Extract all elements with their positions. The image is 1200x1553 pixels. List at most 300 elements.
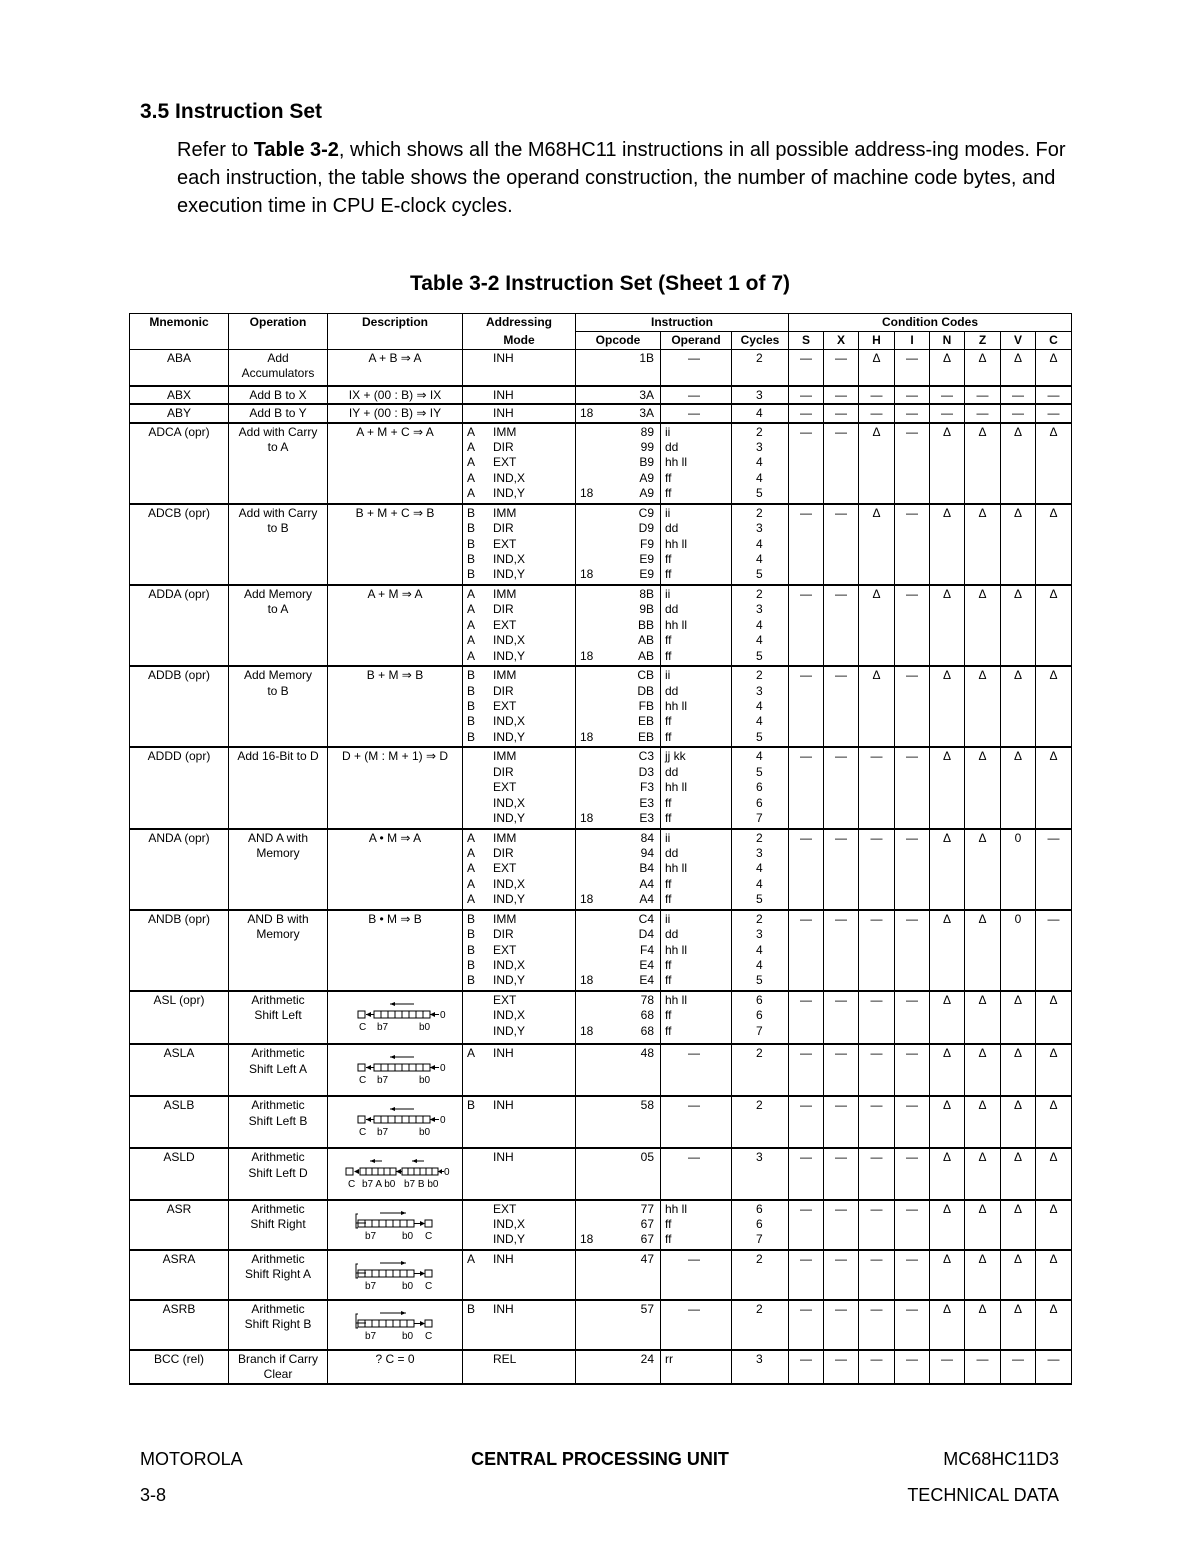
opcode-line (576, 861, 660, 876)
addressing-line (463, 912, 575, 927)
mnemonic-cell: BCC (rel) (130, 1350, 229, 1384)
description-cell (328, 829, 463, 910)
operand-value: ff (665, 648, 672, 663)
cycles-cell (732, 423, 789, 504)
opcode-cell (576, 504, 661, 585)
condition-code-value: Δ (965, 1200, 1001, 1250)
operand-cell (661, 404, 732, 422)
operand-value: ii (665, 911, 671, 926)
opcode-line (576, 537, 660, 552)
cycles-value: 4 (756, 698, 763, 713)
addressing-line (463, 927, 575, 942)
condition-code-value: — (895, 423, 930, 504)
condition-code-value: — (895, 1096, 930, 1148)
opcode-cell (576, 829, 661, 910)
register: B (467, 1098, 476, 1113)
opcode-value: E4 (639, 973, 654, 988)
bit-cell (408, 1168, 414, 1175)
opcode-value: 24 (640, 1352, 654, 1367)
footer-page-number: 3-8 (140, 1485, 167, 1505)
operand-value: dd (665, 845, 679, 860)
operand-cell (661, 910, 732, 991)
operation-cell (229, 1300, 328, 1350)
operand-value: hh ll (665, 1201, 688, 1216)
condition-code-value: — (859, 1300, 895, 1350)
operand-cell (661, 1350, 732, 1384)
cycles-value: 4 (756, 536, 763, 551)
register: A (467, 586, 476, 601)
addressing-mode: IMM (493, 749, 517, 764)
operation-cell (229, 1250, 328, 1300)
opcode-value: 77 (640, 1201, 654, 1216)
bit-cell (379, 1270, 386, 1277)
header-addressing: Addressing (463, 314, 576, 332)
operand-value: dd (665, 521, 679, 536)
addressing-line (463, 846, 575, 861)
condition-code-value: Δ (1036, 423, 1072, 504)
condition-code-value: — (824, 504, 859, 585)
bit-cell (402, 1064, 409, 1071)
condition-code-value: Δ (965, 504, 1001, 585)
condition-code-value: Δ (1036, 991, 1072, 1044)
opcode-line (576, 668, 660, 683)
opcode-line (576, 846, 660, 861)
condition-code-value: — (824, 423, 859, 504)
condition-code-value: Δ (965, 350, 1001, 386)
description-text: IY + (00 : B) ⇒ IY (348, 406, 442, 421)
carry-box (425, 1270, 432, 1277)
condition-code-value: — (789, 1250, 824, 1300)
condition-code-value: — (895, 1200, 930, 1250)
operation-line: Shift Left B (248, 1113, 308, 1128)
condition-code-value: Δ (859, 585, 895, 666)
bit-cell (407, 1270, 414, 1277)
addressing-line (463, 440, 575, 455)
condition-code-value: Δ (1036, 1300, 1072, 1350)
description-cell (328, 1250, 463, 1300)
bit-label: b7 (377, 1022, 389, 1034)
opcode-line (576, 455, 660, 470)
bit-cell (395, 1011, 402, 1018)
operand-cell (661, 1148, 732, 1199)
operand-value: ff (665, 551, 672, 566)
condition-code-value: — (1036, 386, 1072, 404)
condition-code-value: — (895, 747, 930, 828)
addressing-mode: IMM (493, 668, 517, 683)
opcode-value: F4 (639, 942, 654, 957)
opcode-prebyte: 18 (580, 973, 594, 988)
condition-code-value: — (895, 991, 930, 1044)
opcode-value: 58 (640, 1098, 654, 1113)
condition-code-value: — (895, 829, 930, 910)
condition-code-value: Δ (1001, 1200, 1036, 1250)
operation-line: Arithmetic (251, 1098, 305, 1113)
condition-code-value: Δ (930, 1148, 965, 1199)
bit-cell (388, 1116, 395, 1123)
opcode-value: FB (638, 698, 654, 713)
addressing-mode: DIR (493, 764, 514, 779)
cycles-value: 7 (756, 810, 763, 825)
addressing-mode: DIR (493, 439, 514, 454)
bit-cell (374, 1064, 381, 1071)
cycles-value: 6 (756, 780, 763, 795)
bit-cell (409, 1011, 416, 1018)
bit-cell (372, 1220, 379, 1227)
addressing-line (463, 471, 575, 486)
operand-cell (661, 423, 732, 504)
condition-code-value: Δ (1001, 1096, 1036, 1148)
opcode-line (576, 796, 660, 811)
register: B (467, 973, 476, 988)
bit-cell (400, 1220, 407, 1227)
operation-line: Memory (256, 927, 300, 942)
header-blank (328, 332, 463, 350)
bit-label: b7 (377, 1075, 389, 1087)
bit-cell (426, 1168, 432, 1175)
operation-line: Arithmetic (251, 993, 305, 1008)
condition-code-value: Δ (1001, 666, 1036, 747)
register: A (467, 470, 476, 485)
operand-cell (661, 1044, 732, 1096)
header-cc-flag: C (1036, 332, 1072, 350)
carry-box (346, 1168, 353, 1175)
header-opcode: Opcode (576, 332, 661, 350)
operation-line: Shift Left (254, 1008, 302, 1023)
operation-line: to B (267, 521, 289, 536)
bit-cell (416, 1116, 423, 1123)
operation-line: Add Memory (243, 668, 313, 683)
register: A (467, 648, 476, 663)
addressing-mode: INH (493, 1150, 514, 1165)
condition-code-value: Δ (965, 1044, 1001, 1096)
opcode-line (576, 993, 660, 1008)
cycles-value: 2 (756, 911, 763, 926)
operation-line: Arithmetic (251, 1301, 305, 1316)
bit-cell (372, 1270, 379, 1277)
cycles-value: 4 (756, 876, 763, 891)
shift-diagram (340, 999, 450, 1033)
mnemonic-cell: ADCA (opr) (130, 423, 229, 504)
description-cell (328, 666, 463, 747)
table-row (130, 585, 1072, 666)
bit-cell (386, 1220, 393, 1227)
opcode-value: CB (637, 668, 654, 683)
opcode-cell (576, 1350, 661, 1384)
addressing-mode: IND,X (493, 795, 526, 810)
addressing-line (463, 425, 575, 440)
register: B (467, 957, 476, 972)
arrow-head (420, 1221, 425, 1226)
opcode-line (576, 425, 660, 440)
bit-cell (407, 1320, 414, 1327)
condition-code-value: Δ (930, 747, 965, 828)
condition-code-value: Δ (1036, 1096, 1072, 1148)
header-cc-flag: Z (965, 332, 1001, 350)
bit-cell (372, 1320, 379, 1327)
table-row (130, 1250, 1072, 1300)
condition-code-value: — (1036, 404, 1072, 422)
addressing-mode: IMM (493, 830, 517, 845)
mnemonic-cell: ASLA (130, 1044, 229, 1096)
condition-code-value: — (859, 829, 895, 910)
addressing-mode: EXT (493, 993, 517, 1008)
operand-value: ii (665, 424, 671, 439)
addressing-cell (463, 350, 576, 386)
opcode-line (576, 351, 660, 366)
operand-value: ii (665, 505, 671, 520)
operation-cell (229, 1096, 328, 1148)
cycles-value: 3 (756, 1352, 763, 1367)
operand-value: — (688, 1150, 700, 1165)
fill-bit-label: 0 (440, 1063, 446, 1075)
table-row (130, 350, 1072, 386)
header-blank (229, 332, 328, 350)
intro-paragraph (177, 136, 1067, 220)
operation-line: AND A with (247, 830, 309, 845)
opcode-value: A4 (639, 876, 654, 891)
table-row (130, 423, 1072, 504)
cycles-value: 3 (756, 927, 763, 942)
bit-label: b7 (365, 1280, 377, 1292)
opcode-line (576, 440, 660, 455)
condition-code-value: — (789, 747, 824, 828)
fill-bit-label: 0 (444, 1167, 450, 1179)
addressing-line (463, 973, 575, 988)
description-cell (328, 747, 463, 828)
condition-code-value: — (789, 1350, 824, 1384)
shift-diagram (340, 1052, 450, 1086)
opcode-cell (576, 386, 661, 404)
cycles-value: 2 (756, 1098, 763, 1113)
bit-label: b7 (365, 1230, 377, 1242)
addressing-line (463, 587, 575, 602)
condition-code-value: — (965, 1350, 1001, 1384)
bit-label: b0 (419, 1075, 431, 1087)
condition-code-value: — (895, 585, 930, 666)
description-text: A + M + C ⇒ A (356, 424, 434, 439)
opcode-value: 57 (640, 1301, 654, 1316)
opcode-cell (576, 1300, 661, 1350)
condition-code-value: Δ (965, 666, 1001, 747)
table-row (130, 910, 1072, 991)
operation-line: Branch if Carry (237, 1352, 319, 1367)
opcode-value: D4 (638, 927, 654, 942)
addressing-line (463, 780, 575, 795)
operation-cell (229, 585, 328, 666)
operand-value: ff (665, 1023, 672, 1038)
opcode-line (576, 912, 660, 927)
addressing-line (463, 486, 575, 501)
table-row (130, 991, 1072, 1044)
register: A (467, 455, 476, 470)
register: A (467, 1046, 476, 1061)
operand-value: — (688, 1098, 700, 1113)
cycles-value: 5 (756, 764, 763, 779)
opcode-line (576, 552, 660, 567)
bit-cell (360, 1168, 366, 1175)
opcode-cell (576, 404, 661, 422)
opcode-line (576, 811, 660, 826)
description-text: B + M + C ⇒ B (355, 505, 435, 520)
arrow-head (430, 1117, 435, 1122)
operand-value: ff (665, 876, 672, 891)
carry-box (425, 1220, 432, 1227)
condition-code-value: — (789, 1200, 824, 1250)
addressing-line (463, 388, 575, 403)
opcode-line (576, 1024, 660, 1039)
operation-cell (229, 829, 328, 910)
operand-value: hh ll (665, 536, 688, 551)
mnemonic-cell: ASLB (130, 1096, 229, 1148)
opcode-cell (576, 747, 661, 828)
condition-code-value: Δ (1001, 1250, 1036, 1300)
opcode-line (576, 1352, 660, 1367)
condition-code-value: Δ (930, 1096, 965, 1148)
opcode-prebyte: 18 (580, 648, 594, 663)
bit-cell (416, 1011, 423, 1018)
opcode-cell (576, 1044, 661, 1096)
operation-cell (229, 991, 328, 1044)
condition-code-value: — (965, 404, 1001, 422)
addressing-mode: INH (493, 351, 514, 365)
intro-pre: Refer to (177, 139, 254, 161)
addressing-cell (463, 1300, 576, 1350)
addressing-cell (463, 666, 576, 747)
arrow-head (401, 1211, 406, 1215)
register: B (467, 505, 476, 520)
opcode-line (576, 877, 660, 892)
condition-code-value: Δ (1036, 504, 1072, 585)
addressing-mode: DIR (493, 521, 514, 536)
opcode-value: 99 (640, 439, 654, 454)
carry-box (358, 1064, 365, 1071)
condition-code-value: — (859, 1200, 895, 1250)
register: B (467, 698, 476, 713)
bit-cell (379, 1220, 386, 1227)
addressing-mode: DIR (493, 927, 514, 942)
bit-cell (374, 1011, 381, 1018)
cycles-cell (732, 747, 789, 828)
addressing-mode: INH (493, 1301, 514, 1316)
operand-value: dd (665, 764, 679, 779)
mnemonic-cell: ANDB (opr) (130, 910, 229, 991)
opcode-cell (576, 585, 661, 666)
addressing-cell (463, 386, 576, 404)
cycles-value: 2 (756, 424, 763, 439)
opcode-line (576, 486, 660, 501)
addressing-line (463, 958, 575, 973)
arrow-head (390, 1002, 395, 1006)
bit-cell (395, 1116, 402, 1123)
opcode-cell (576, 1250, 661, 1300)
header-cc-flag: V (1001, 332, 1036, 350)
opcode-value: D3 (638, 764, 654, 779)
arrow-head (438, 1169, 442, 1174)
bit-cell (374, 1116, 381, 1123)
operation-line: to B (267, 683, 289, 698)
condition-code-value: 0 (1001, 910, 1036, 991)
operation-line: Arithmetic (251, 1251, 305, 1266)
operand-cell (661, 1096, 732, 1148)
register: A (467, 830, 476, 845)
opcode-value: 8B (639, 586, 654, 601)
cycles-value: 6 (756, 795, 763, 810)
addressing-line (463, 765, 575, 780)
arrow-head (396, 1169, 401, 1174)
cycles-cell (732, 1250, 789, 1300)
addressing-cell (463, 1350, 576, 1384)
addressing-cell (463, 1200, 576, 1250)
bit-cell (416, 1064, 423, 1071)
arrow-head (401, 1261, 406, 1265)
condition-code-value: Δ (1036, 1044, 1072, 1096)
opcode-line (576, 1150, 660, 1165)
opcode-value: 84 (640, 830, 654, 845)
opcode-line (576, 714, 660, 729)
addressing-mode: EXT (493, 455, 517, 470)
condition-code-value: Δ (965, 1148, 1001, 1199)
bit-label: C (348, 1179, 356, 1191)
addressing-line (463, 618, 575, 633)
condition-code-value: — (789, 350, 824, 386)
opcode-value: E3 (639, 810, 654, 825)
register: B (467, 729, 476, 744)
opcode-value: EB (637, 729, 654, 744)
description-text: A + M ⇒ A (367, 586, 423, 601)
condition-code-value: — (1001, 1350, 1036, 1384)
shift-diagram (340, 1156, 450, 1190)
operation-cell (229, 1200, 328, 1250)
operand-value: ff (665, 973, 672, 988)
cycles-value: 6 (756, 1008, 763, 1023)
condition-code-value: — (965, 386, 1001, 404)
mnemonic-cell: ASLD (130, 1148, 229, 1199)
cycles-value: 6 (756, 1216, 763, 1231)
condition-code-value: — (824, 991, 859, 1044)
operation-line: Shift Left D (248, 1165, 308, 1180)
bit-cell (365, 1220, 372, 1227)
opcode-value: A9 (639, 470, 654, 485)
addressing-mode: INH (493, 1046, 514, 1061)
condition-code-value: — (859, 1250, 895, 1300)
addressing-line (463, 668, 575, 683)
condition-code-value: — (789, 1096, 824, 1148)
condition-code-value: — (789, 504, 824, 585)
opcode-value: 78 (640, 993, 654, 1008)
table-row (130, 1300, 1072, 1350)
condition-code-value: Δ (1001, 1044, 1036, 1096)
register: B (467, 683, 476, 698)
operand-value: — (688, 387, 700, 402)
opcode-line (576, 1202, 660, 1217)
cycles-value: 2 (756, 830, 763, 845)
condition-code-value: — (1036, 910, 1072, 991)
bit-label: b0 (419, 1022, 431, 1034)
opcode-line (576, 1008, 660, 1023)
bit-label: C (359, 1075, 367, 1087)
condition-code-value: Δ (1036, 1250, 1072, 1300)
cycles-cell (732, 1200, 789, 1250)
addressing-line (463, 567, 575, 582)
opcode-line (576, 521, 660, 536)
bit-cell (432, 1168, 438, 1175)
cycles-value: 5 (756, 729, 763, 744)
addressing-line (463, 1024, 575, 1039)
addressing-line (463, 1352, 575, 1367)
condition-code-value: — (789, 910, 824, 991)
condition-code-value: — (824, 1250, 859, 1300)
arrow-head (430, 1065, 435, 1070)
